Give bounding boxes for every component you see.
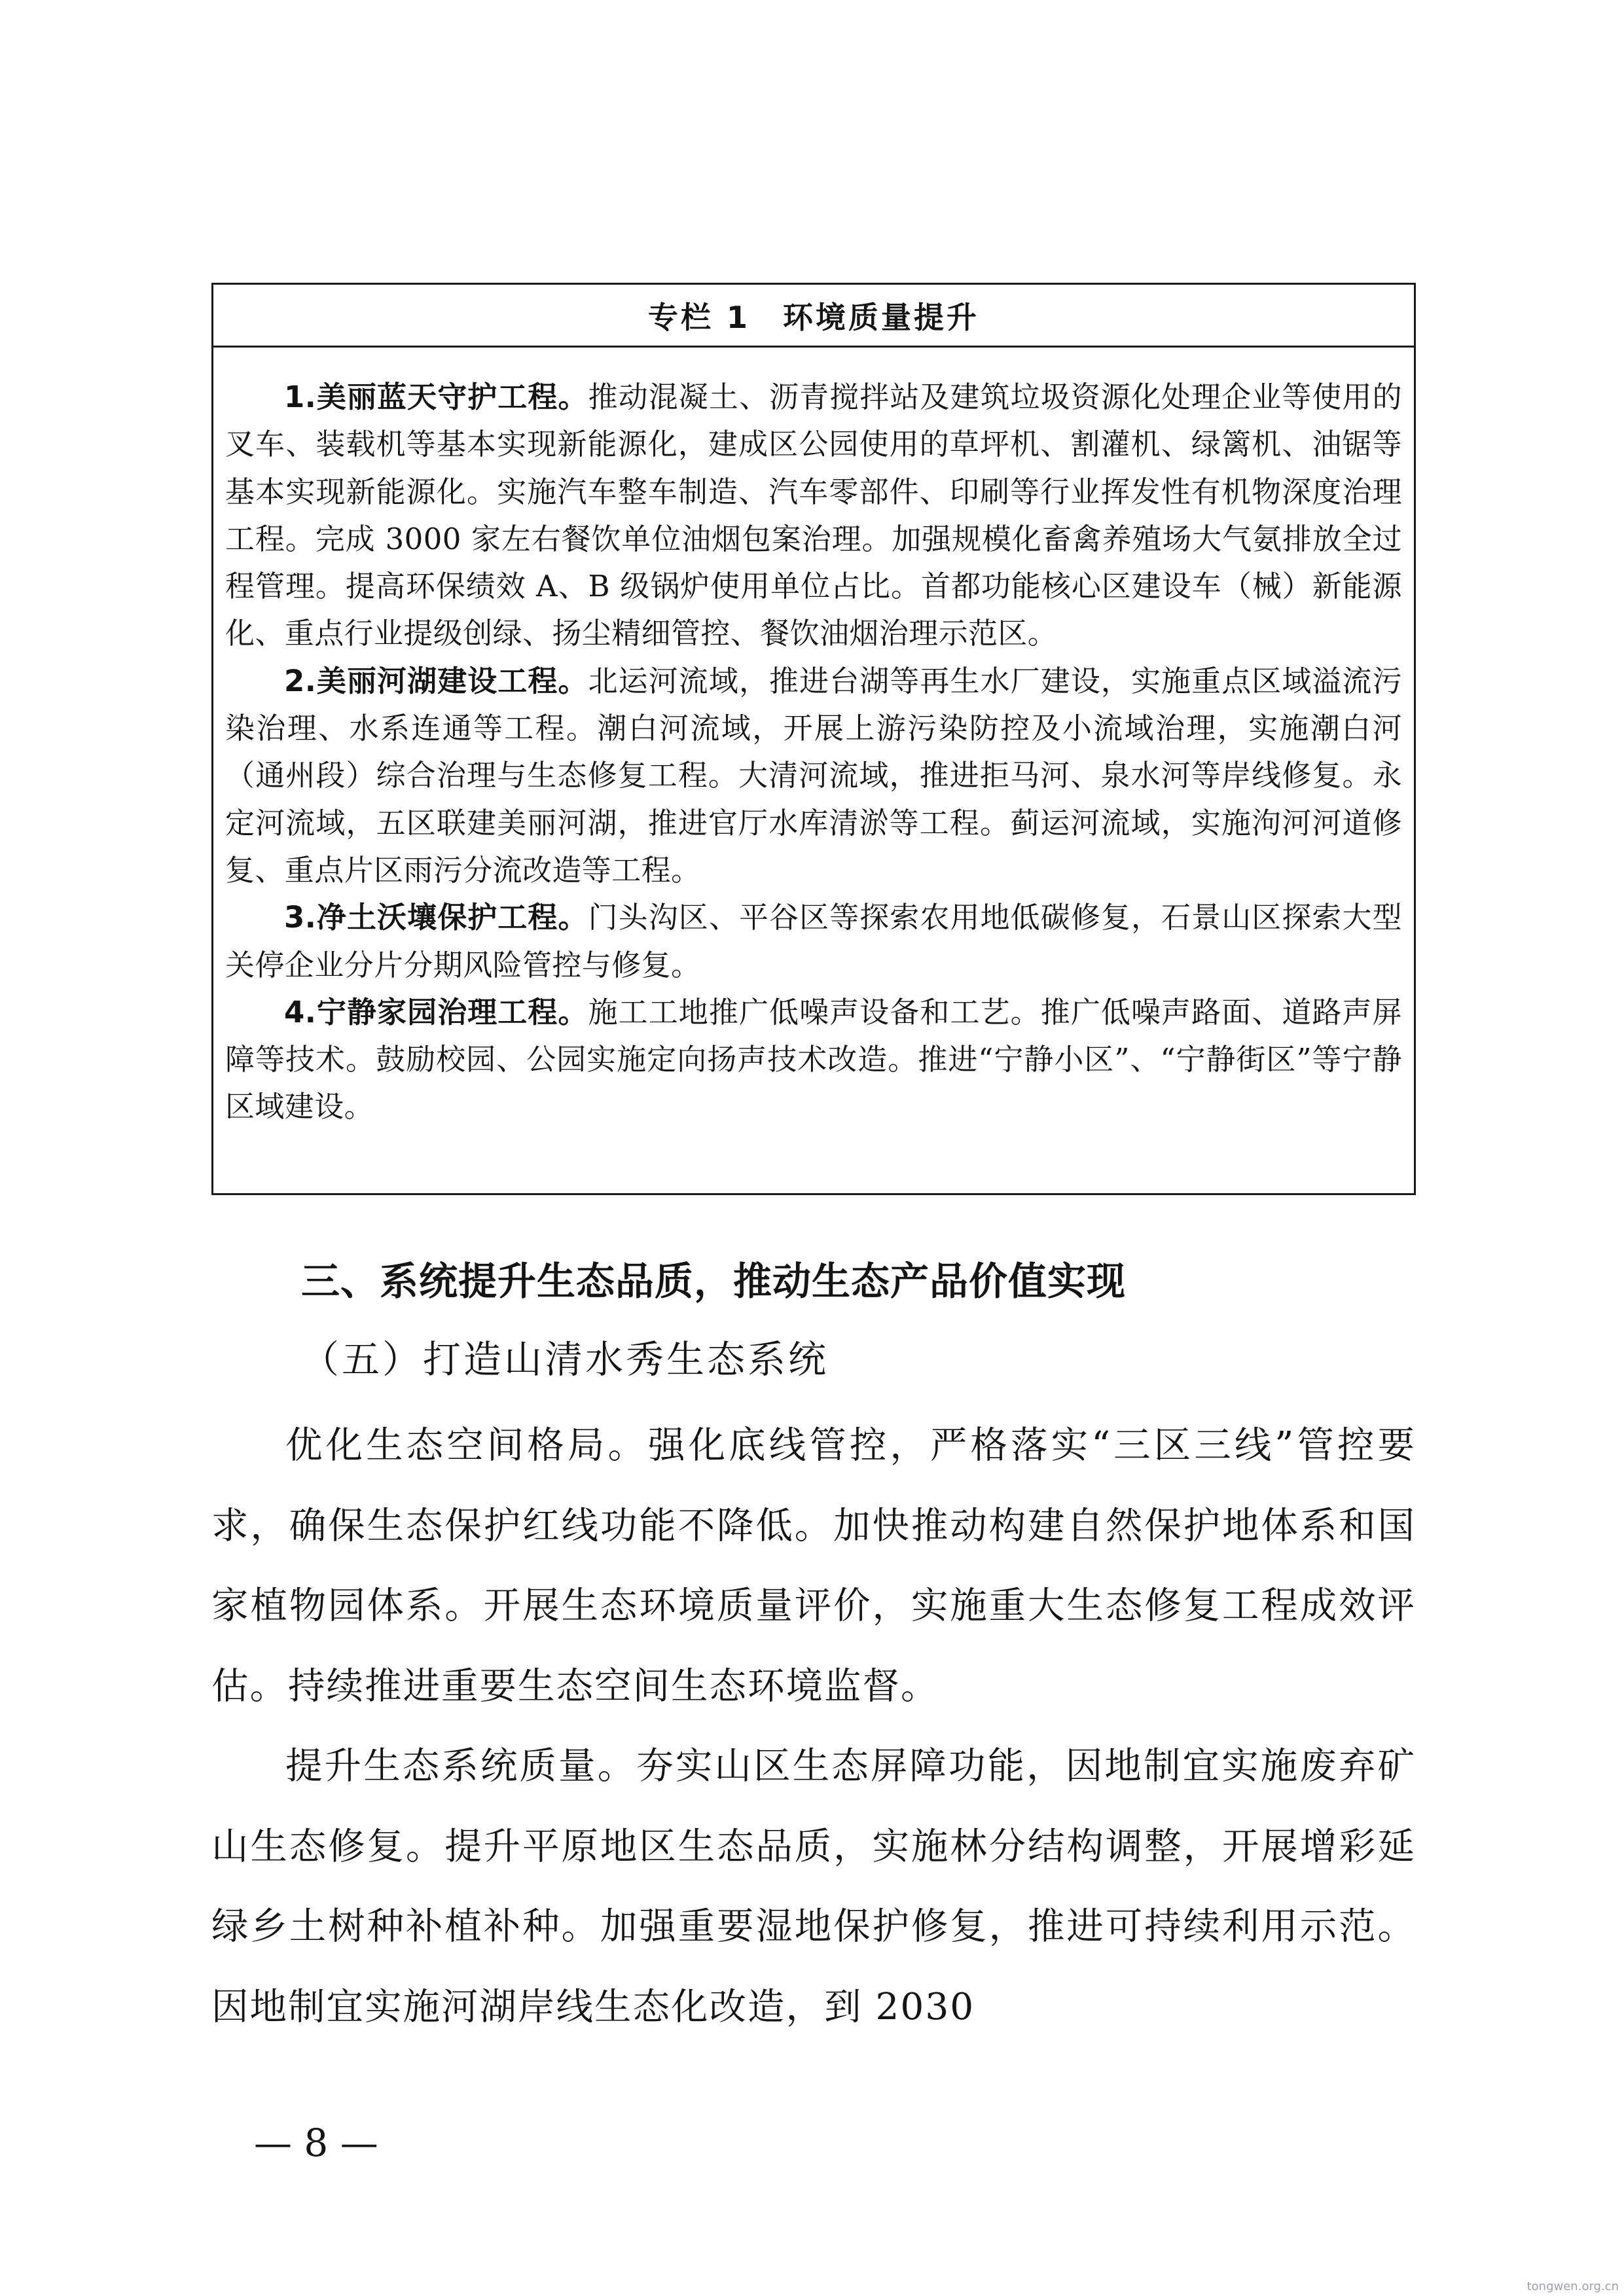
column-box-title-text: 环境质量提升 (783, 299, 980, 335)
column-item-4-text: 施工工地推广低噪声设备和工艺。推广低噪声路面、道路声屏障等技术。鼓励校园、公园实施定向扬声技术改造。推进“宁静小区”、“宁静街区”等宁静区域建设。 (225, 994, 1402, 1124)
body-paragraph-2: 提升生态系统质量。夯实山区生态屏障功能，因地制宜实施废弃矿山生态修复。提升平原地区生态品质，实施林分结构调整，开展增彩延绿乡土树种补植补种。加强重要湿地保护修复，推进可持续利用示范。因地制宜实施河湖岸线生态化改造，到 2030 (211, 1745, 1416, 2028)
column-item-3-text: 门头沟区、平谷区等探索农用地低碳修复，石景山区探索大型关停企业分片分期风险管控与修复。 (225, 900, 1402, 982)
column-item-3 (225, 894, 1402, 989)
column-item-1-keyword: 1.美丽蓝天守护工程。 (284, 380, 588, 414)
column-item-4-keyword: 4.宁静家园治理工程。 (284, 994, 588, 1030)
column-box (211, 283, 1416, 1195)
column-item-2-keyword: 2.美丽河湖建设工程。 (284, 663, 588, 698)
sub-heading: （五）打造山清水秀生态系统 (301, 1337, 829, 1382)
column-item-2-text: 北运河流域，推进台湖等再生水厂建设，实施重点区域溢流污染治理、水系连通等工程。潮白河流域，开展上游污染防控及小流域治理，实施潮白河（通州段）综合治理与生态修复工程。大清河流域，推进拒马河、泉水河等岸线修复。永定河流域，五区联建美丽河湖，推进官厅水库清淤等工程。蓟运河流域，实施泃河河道修复、重点片区雨污分流改造等工程。 (225, 663, 1402, 888)
body-text (211, 1406, 1416, 2047)
page-number: — 8 — (254, 2121, 378, 2165)
column-box-label: 专栏 1 (647, 299, 751, 335)
column-item-1 (225, 374, 1402, 658)
column-item-4 (225, 989, 1402, 1131)
column-item-3-keyword: 3.净土沃壤保护工程。 (284, 900, 588, 935)
column-item-1-text: 推动混凝土、沥青搅拌站及建筑垃圾资源化处理企业等使用的叉车、装载机等基本实现新能源化，建成区公园使用的草坪机、割灌机、绿篱机、油锯等基本实现新能源化。实施汽车整车制造、汽车零部件、印刷等行业挥发性有机物深度治理工程。完成 3000 家左右餐饮单位油烟包案治理。加强规模化畜禽养殖场大气氨排放全过程管理。提高环保绩效 A、B 级锅炉使用单位占比。首都功能核心区建设车（械）新能源化、重点行业提级创绿、扬尘精细管控、餐饮油烟治理示范区。 (225, 380, 1402, 651)
column-box-body (213, 348, 1414, 1131)
column-item-2 (225, 658, 1402, 894)
column-box-title (213, 285, 1414, 348)
watermark: tongwen.org.cn (1526, 2280, 1619, 2293)
body-paragraph-1: 优化生态空间格局。强化底线管控，严格落实“三区三线”管控要求，确保生态保护红线功能不降低。加快推动构建自然保护地体系和国家植物园体系。开展生态环境质量评价，实施重大生态修复工程成效评估。持续推进重要生态空间生态环境监督。 (211, 1424, 1416, 1708)
section-heading: 三、系统提升生态品质，推动生态产品价值实现 (301, 1259, 1127, 1304)
